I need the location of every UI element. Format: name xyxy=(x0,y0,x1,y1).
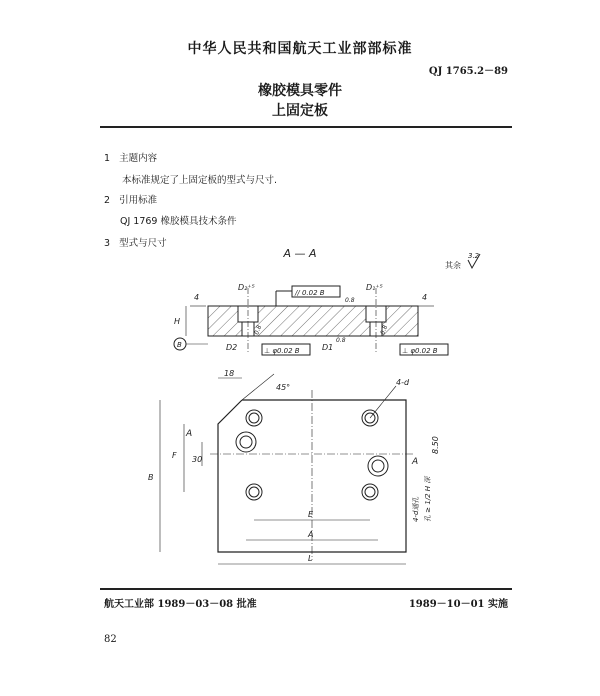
dim-8-50: 8.50 xyxy=(431,436,440,454)
dim-d2-lower: D2 xyxy=(226,343,238,352)
roughness-top: 0.8 xyxy=(345,297,355,304)
page-number: 82 xyxy=(104,634,117,645)
section-2-body: QJ 1769 橡胶模具技术条件 xyxy=(120,216,237,227)
cut-a-left: A xyxy=(186,429,193,439)
dim-45deg: 45° xyxy=(276,383,291,392)
effective-date: 1989－10－01 实施 xyxy=(408,599,508,610)
hole-top-left xyxy=(246,410,262,426)
note-through-holes: 4-d通孔 xyxy=(412,496,420,522)
bottom-rule xyxy=(100,588,512,590)
perp-tolerance-right: ⊥ φ0.02 B xyxy=(402,347,438,355)
dim-l: L xyxy=(308,554,313,563)
perp-tolerance-left: ⊥ φ0.02 B xyxy=(264,347,300,355)
counterbore-plan-right xyxy=(368,456,388,476)
document-subtitle: 上固定板 xyxy=(272,103,328,119)
approval-date: 航天工业部 1989－03－08 批准 xyxy=(104,599,257,610)
top-rule xyxy=(100,126,512,128)
organization-header: 中华人民共和国航天工业部部标准 xyxy=(187,41,413,57)
roughness-bottom: 0.8 xyxy=(336,337,346,344)
section-title: 主题内容 xyxy=(119,153,158,164)
section-number: 3 xyxy=(104,238,111,249)
note-hole-depth: 孔 ≥ 1/2 H 深 xyxy=(424,476,432,522)
roughness-right: 0.8 xyxy=(379,324,390,336)
section-2-heading xyxy=(104,192,157,206)
hole-bottom-right xyxy=(362,484,378,500)
roughness-note: 其余 xyxy=(445,261,461,270)
counterbore-plan-left xyxy=(236,432,256,452)
dim-b-height: B xyxy=(148,473,154,482)
dim-a: A xyxy=(308,530,314,539)
standard-number: QJ 1765.2－89 xyxy=(428,66,508,77)
roughness-value: 3.2 xyxy=(468,252,480,260)
cut-a-right: A xyxy=(412,457,419,467)
section-1-body: 本标准规定了上固定板的型式与尺寸. xyxy=(122,175,278,186)
flatness-tolerance: // 0.02 B xyxy=(295,289,325,297)
dim-4-right: 4 xyxy=(422,293,428,302)
dim-30: 30 xyxy=(192,455,203,464)
section-view-label: A — A xyxy=(283,247,317,260)
section-title: 引用标准 xyxy=(119,195,158,206)
dim-f: F xyxy=(172,451,177,460)
dim-e: E xyxy=(308,510,314,519)
dim-18: 18 xyxy=(224,369,235,378)
dim-d1-lower: D1 xyxy=(322,343,334,352)
section-title: 型式与尺寸 xyxy=(119,238,167,249)
section-1-heading xyxy=(104,150,157,164)
dim-d1: D₁⁺⁵ xyxy=(366,283,383,292)
dim-d2: D₂⁺⁵ xyxy=(238,283,255,292)
document-title: 橡胶模具零件 xyxy=(258,83,342,99)
section-number: 2 xyxy=(104,195,111,206)
dim-4d: 4-d xyxy=(396,378,410,387)
roughness-left: 0.8 xyxy=(253,324,264,336)
datum-b: B xyxy=(177,341,182,349)
dim-h: H xyxy=(174,317,181,326)
section-number: 1 xyxy=(104,153,111,164)
hole-bottom-left xyxy=(246,484,262,500)
dim-4-left: 4 xyxy=(194,293,200,302)
technical-drawing xyxy=(150,240,480,580)
